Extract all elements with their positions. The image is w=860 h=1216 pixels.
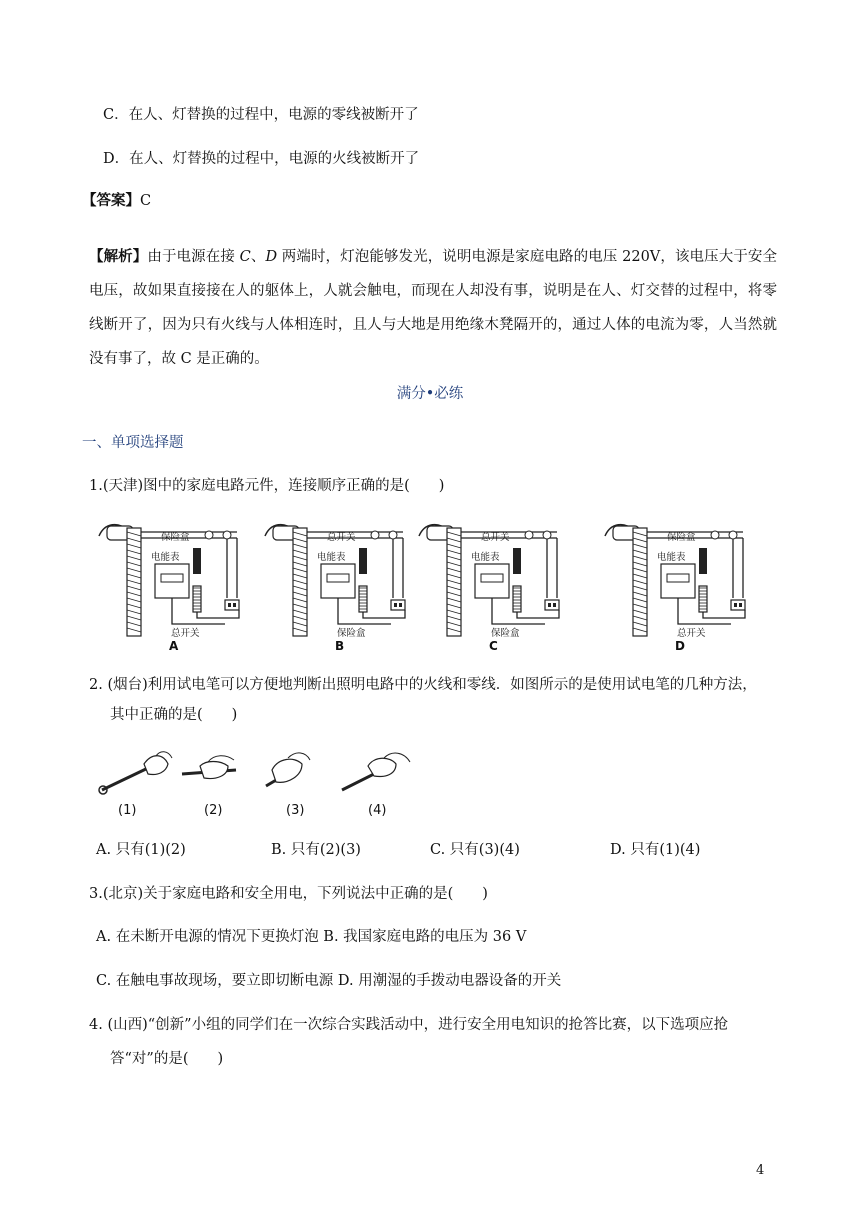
test-pen-4	[342, 753, 410, 790]
analysis-label: 【解析】	[89, 248, 148, 265]
circuit-panel-c	[419, 525, 559, 653]
q3-options-row-1: A. 在未断开电源的情况下更换灯泡 B. 我国家庭电路的电压为 36 V	[96, 929, 527, 945]
analysis-var-d: D	[265, 249, 278, 265]
section-heading: 一、单项选择题	[82, 435, 184, 451]
panel-label-2: 电能表	[317, 552, 346, 563]
test-pen-2	[182, 756, 236, 779]
panel-letter: A	[169, 639, 179, 653]
answer-line	[82, 190, 151, 212]
panel-letter: B	[335, 639, 345, 653]
analysis-sep: 、	[250, 249, 266, 265]
q1-circuit-figure	[97, 518, 763, 653]
fuse-top	[699, 548, 707, 574]
socket	[225, 600, 239, 610]
section-title: 满分•必练	[396, 386, 464, 402]
q3-stem: 3.(北京)关于家庭电路和安全用电，下列说法中正确的是( )	[89, 886, 488, 902]
test-pen-label-4: (4)	[368, 803, 387, 818]
circuit-panel-a	[99, 525, 239, 653]
fuse-top	[193, 548, 201, 574]
q2-option-a: A. 只有(1)(2)	[96, 842, 186, 858]
circuit-panel-b	[265, 525, 405, 653]
analysis-paragraph	[89, 240, 777, 376]
panel-label-3: 保险盒	[337, 628, 366, 639]
panel-label-2: 电能表	[471, 552, 500, 563]
test-pen-label-1: (1)	[118, 803, 137, 818]
answer-label: 【答案】	[82, 192, 140, 209]
q1-stem: 1.(天津)图中的家庭电路元件，连接顺序正确的是( )	[89, 478, 445, 494]
q2-option-b: B. 只有(2)(3)	[271, 842, 361, 858]
panel-label-3: 总开关	[677, 628, 706, 639]
panel-label-3: 保险盒	[491, 628, 520, 639]
panel-label-1: 总开关	[481, 532, 510, 543]
answer-value: C	[140, 193, 152, 209]
analysis-var-c: C	[239, 249, 251, 265]
panel-label-1: 总开关	[327, 532, 356, 543]
q2-stem-2: 其中正确的是( )	[110, 707, 238, 723]
option-d-text: D．在人、灯替换的过程中，电源的火线被断开了	[103, 151, 420, 167]
q2-stem-1: 2. (烟台)利用试电笔可以方便地判断出照明电路中的火线和零线．如图所示的是使用试电笔的几种方法，	[89, 677, 757, 693]
fuse-bottom	[359, 586, 367, 612]
test-pen-3	[266, 753, 310, 786]
panel-label-3: 总开关	[171, 628, 200, 639]
test-pen-label-2: (2)	[204, 803, 223, 818]
test-pen-1	[99, 752, 172, 794]
panel-label-2: 电能表	[657, 552, 686, 563]
fuse-bottom	[193, 586, 201, 612]
panel-label-1: 保险盒	[667, 532, 696, 543]
panel-label-2: 电能表	[151, 552, 180, 563]
socket	[545, 600, 559, 610]
socket	[391, 600, 405, 610]
panel-label-1: 保险盒	[161, 532, 190, 543]
analysis-text-2: 两端时，灯泡能够发光，说明电源是家庭电路的电压 220V，该电压大于安全电压，故如果直接接在人的躯体上，人就会触电，而现在人却没有事，说明是在人、灯交替的过程中，将零线断开了，因为只有火线与人体相连时，且人与大地是用绝缘木凳隔开的，通过人体的电流为零，人当然就没有事了，故 C 是正确的。	[89, 249, 778, 367]
panel-letter: D	[675, 639, 685, 653]
test-pen-label-3: (3)	[286, 803, 305, 818]
q2-test-pen-figure	[96, 746, 426, 821]
circuit-panel-d	[605, 525, 745, 653]
q4-stem-2: 答“对”的是( )	[110, 1051, 224, 1067]
socket	[731, 600, 745, 610]
analysis-text-1: 由于电源在接	[147, 249, 240, 265]
option-c-text: C．在人、灯替换的过程中，电源的零线被断开了	[103, 107, 419, 123]
q2-option-c: C. 只有(3)(4)	[430, 842, 520, 858]
q4-stem-1: 4. (山西)“创新”小组的同学们在一次综合实践活动中，进行安全用电知识的抢答比赛，以下选项应抢	[89, 1017, 729, 1033]
fuse-bottom	[513, 586, 521, 612]
panel-letter: C	[489, 639, 498, 653]
fuse-top	[513, 548, 521, 574]
q2-option-d: D. 只有(1)(4)	[610, 842, 701, 858]
fuse-top	[359, 548, 367, 574]
q3-options-row-2: C. 在触电事故现场，要立即切断电源 D. 用潮湿的手拨动电器设备的开关	[96, 973, 562, 989]
page-number: 4	[756, 1163, 765, 1178]
fuse-bottom	[699, 586, 707, 612]
